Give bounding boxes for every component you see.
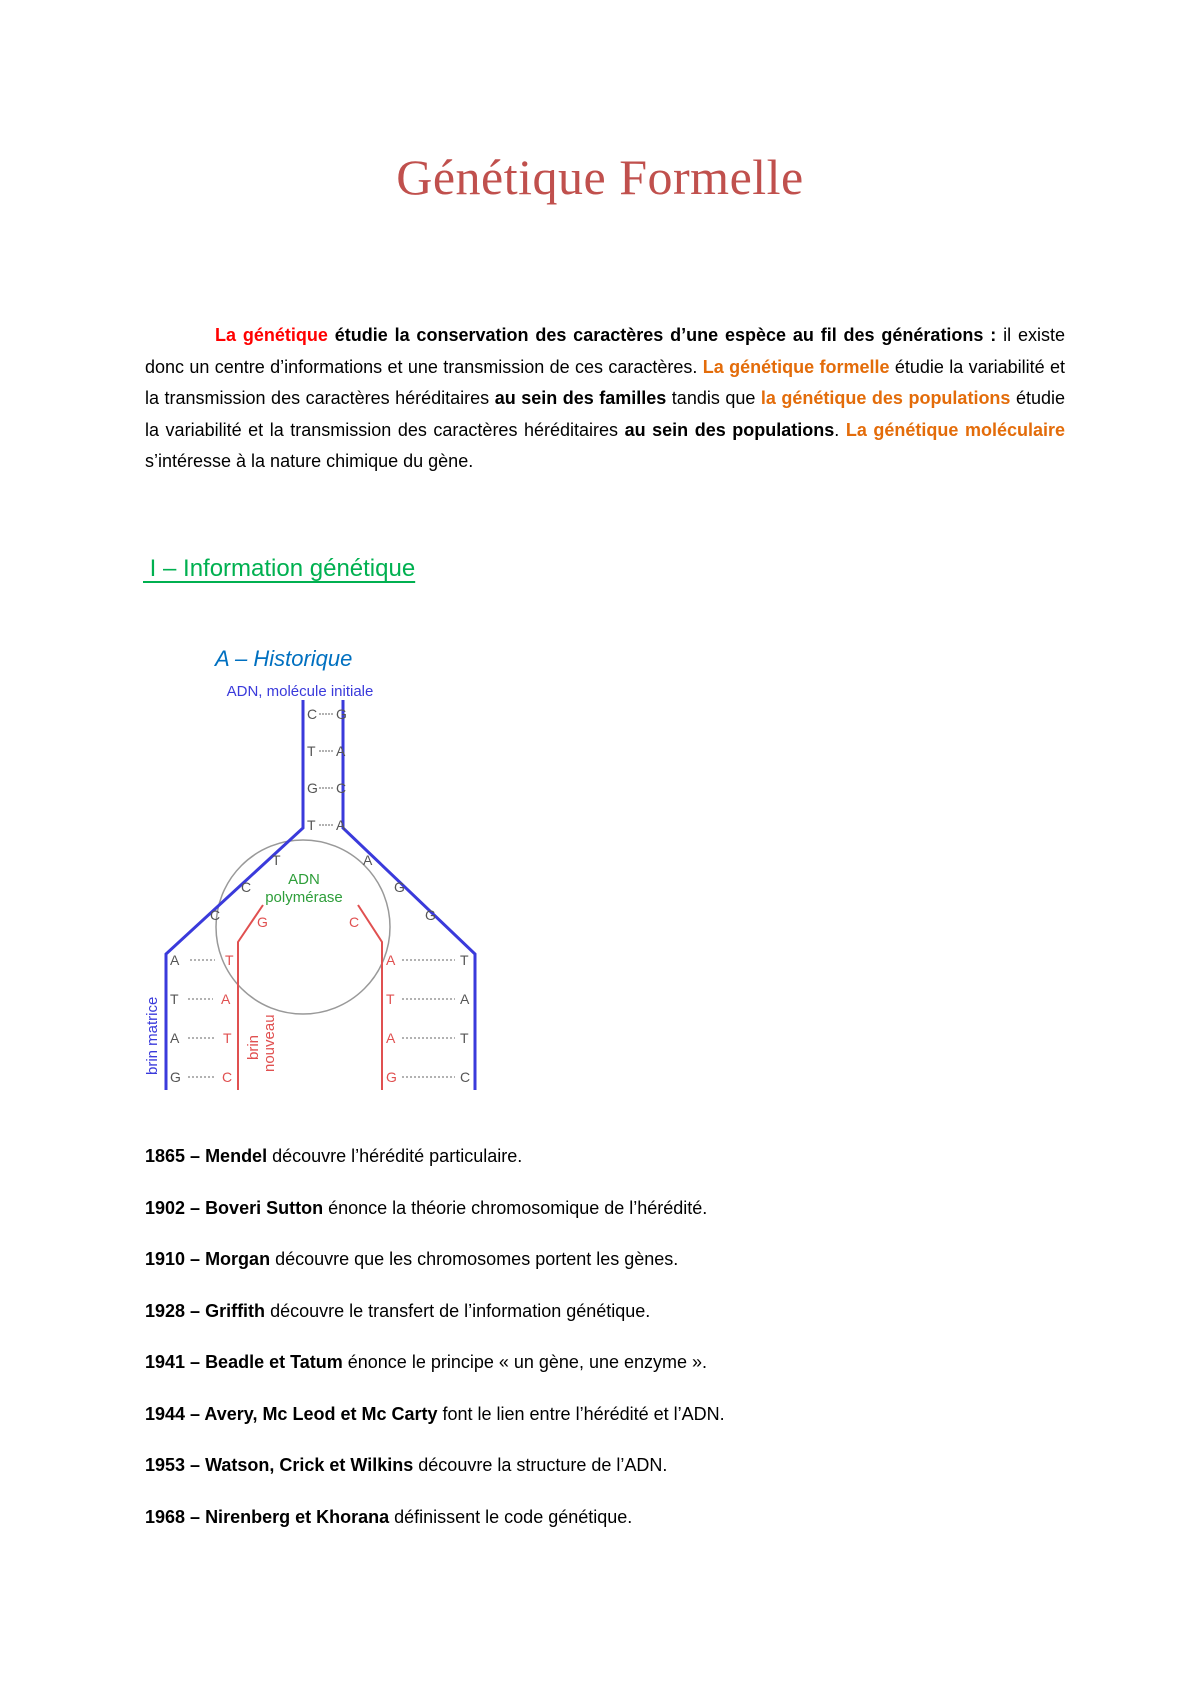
lower-right-pairs [386, 952, 470, 1085]
term-genetique-populations: la génétique des populations [760, 388, 1011, 408]
base-letter: A [221, 991, 231, 1007]
base-letter: A [386, 952, 396, 968]
timeline-year: 1944 [145, 1403, 186, 1424]
timeline-text: découvre le transfert de l’information génétique. [265, 1300, 651, 1321]
timeline-names: Griffith [205, 1300, 266, 1321]
base-letter: C [336, 780, 347, 796]
timeline-text: font le lien entre l’hérédité et l’ADN. [437, 1403, 725, 1424]
base-letter: A [336, 743, 346, 759]
base-letter: A [460, 991, 470, 1007]
timeline-names: Avery, Mc Leod et Mc Carty [204, 1403, 438, 1424]
timeline-text: définissent le code génétique. [389, 1506, 633, 1527]
timeline-year: 1928 [145, 1300, 186, 1321]
base-letter: C [460, 1069, 471, 1085]
timeline-text: découvre l’hérédité particulaire. [267, 1146, 523, 1166]
timeline-dash: – [185, 1249, 206, 1269]
base-letter: T [307, 743, 316, 759]
intro-text-1: il existe donc un centre d’informations et une transmission de ces caractères. [145, 325, 1065, 377]
timeline-names: Mendel [205, 1146, 268, 1166]
base-letter: G [386, 1069, 397, 1085]
timeline-year: 1865 [145, 1146, 186, 1166]
timeline-text: énonce la théorie chromosomique de l’hérédité. [323, 1197, 708, 1218]
page-title: Génétique Formelle [396, 149, 804, 205]
timeline-names: Nirenberg et Khorana [205, 1506, 390, 1527]
base-letter: A [170, 952, 180, 968]
new-strand-label-1: brin [245, 1034, 262, 1060]
timeline-text: découvre que les chromosomes portent les gènes. [270, 1249, 679, 1269]
subsection-heading-historique: A – Historique [215, 646, 353, 671]
timeline-names: Morgan [205, 1249, 271, 1269]
timeline-dash: – [185, 1300, 206, 1321]
timeline-dash: – [185, 1197, 206, 1218]
base-letter: C [307, 706, 318, 722]
base-letter: G [257, 914, 268, 930]
base-letter: A [363, 852, 373, 868]
base-letter: A [170, 1030, 180, 1046]
base-letter: C [222, 1069, 233, 1085]
base-letter: G [394, 879, 405, 895]
timeline-year: 1910 [145, 1249, 186, 1269]
base-letter: T [272, 852, 281, 868]
enzyme-label-line1: ADN [288, 871, 320, 888]
timeline-names: Watson, Crick et Wilkins [205, 1455, 414, 1475]
new-strand-left [238, 905, 263, 1090]
intro-text-5: . [834, 419, 846, 440]
timeline-dash: – [185, 1403, 205, 1424]
intro-text-4: étudie la variabilité et la transmission des caractères héréditaires [145, 388, 1066, 440]
timeline-dash: – [185, 1146, 206, 1166]
base-letter: G [336, 706, 347, 722]
timeline-item [145, 1350, 1045, 1402]
timeline-names: Boveri Sutton [205, 1197, 324, 1218]
timeline-dash: – [185, 1455, 206, 1475]
base-letter: A [336, 817, 346, 833]
base-letter: G [307, 780, 318, 796]
base-letter: G [170, 1069, 181, 1085]
base-letter: T [460, 1030, 469, 1046]
intro-bold-3: au sein des populations [624, 419, 835, 440]
timeline-item [145, 1402, 1045, 1454]
timeline-item [145, 1144, 1045, 1196]
template-strand-label: brin matrice [144, 996, 161, 1075]
timeline-text: énonce le principe « un gène, une enzyme ». [342, 1352, 708, 1372]
timeline-year: 1941 [145, 1352, 186, 1372]
timeline-item [145, 1505, 1045, 1557]
base-letter: T [386, 991, 395, 1007]
term-genetique: La génétique [215, 325, 328, 345]
dna-replication-diagram [140, 680, 490, 1100]
timeline-item [145, 1299, 1045, 1351]
base-letter: A [386, 1030, 396, 1046]
section-heading-information-genetique: I – Information génétique [143, 555, 416, 582]
template-strand-right [343, 700, 475, 1090]
timeline-year: 1902 [145, 1197, 186, 1218]
lower-left-pairs [170, 952, 234, 1085]
term-genetique-formelle: La génétique formelle [702, 356, 890, 377]
base-letter: T [225, 952, 234, 968]
base-letter: T [170, 991, 179, 1007]
timeline-list [145, 1144, 1045, 1556]
new-strand-right [358, 905, 382, 1090]
timeline-item [145, 1453, 1045, 1505]
enzyme-label-line2: polymérase [265, 889, 343, 906]
base-letter: G [425, 907, 436, 923]
diagram-top-label: ADN, molécule initiale [226, 683, 374, 700]
timeline-dash: – [185, 1352, 206, 1372]
intro-text-2: étudie la variabilité et la transmission des caractères héréditaires [145, 356, 1065, 408]
base-letter: C [210, 907, 221, 923]
timeline-item [145, 1247, 1045, 1299]
base-letter: C [349, 914, 360, 930]
intro-text-6: s’intéresse à la nature chimique du gène. [145, 451, 474, 471]
timeline-year: 1968 [145, 1506, 186, 1527]
timeline-text: découvre la structure de l’ADN. [413, 1455, 668, 1475]
timeline-year: 1953 [145, 1455, 186, 1475]
intro-text-3: tandis que [666, 388, 761, 408]
term-genetique-moleculaire: La génétique moléculaire [845, 419, 1066, 440]
timeline-item [145, 1196, 1045, 1248]
base-letter: T [223, 1030, 232, 1046]
intro-bold-1: étudie la conservation des caractères d’une espèce au fil des générations : [327, 325, 997, 345]
timeline-dash: – [185, 1506, 206, 1527]
base-letter: T [307, 817, 316, 833]
intro-paragraph [145, 320, 1065, 478]
timeline-names: Beadle et Tatum [205, 1352, 343, 1372]
top-base-pairs [307, 706, 347, 833]
base-letter: C [241, 879, 252, 895]
new-strand-label-2: nouveau [261, 1014, 278, 1072]
intro-bold-2: au sein des familles [494, 388, 667, 408]
base-letter: T [460, 952, 469, 968]
